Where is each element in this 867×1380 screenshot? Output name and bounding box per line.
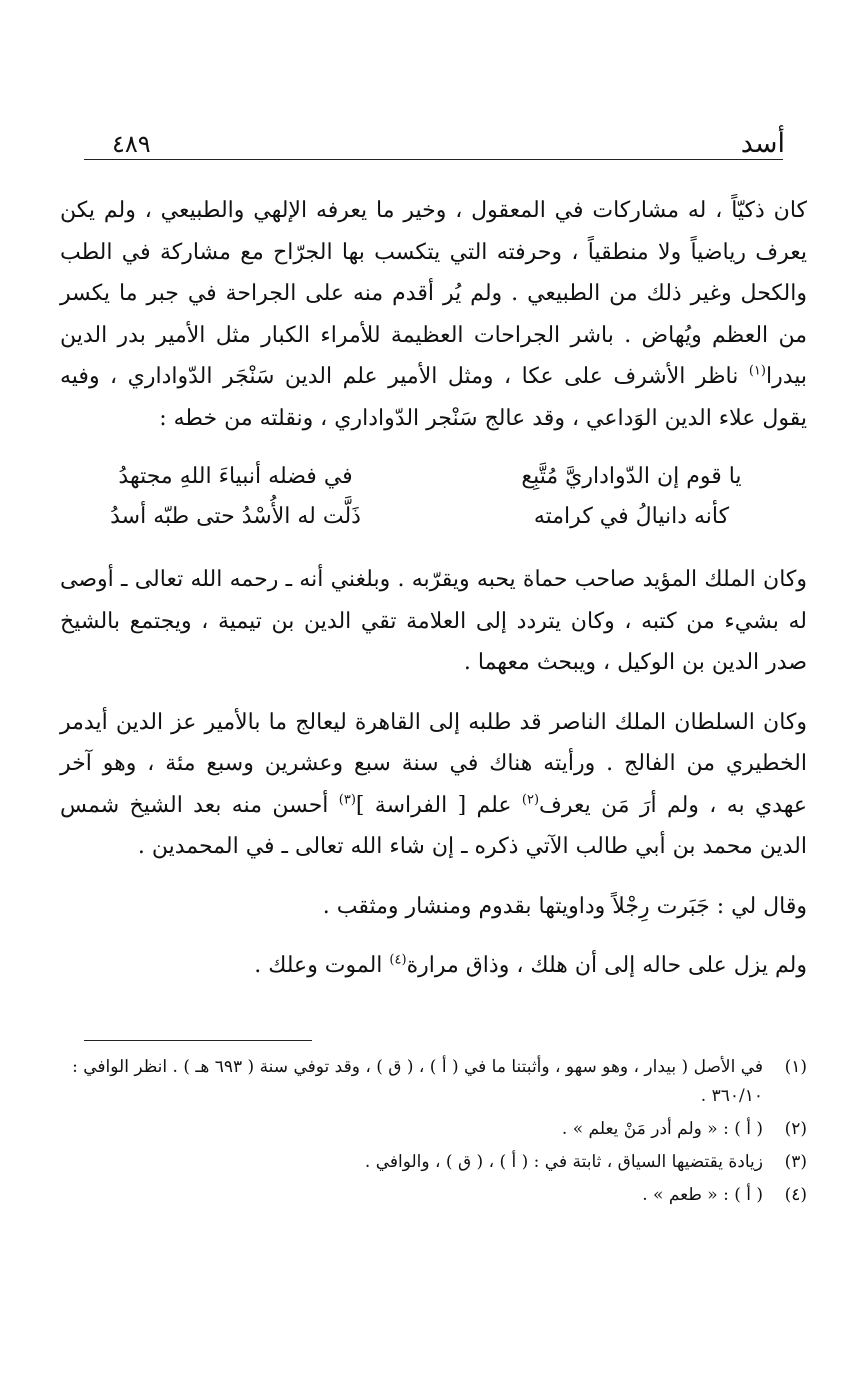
page-number: ٤٨٩ [112, 130, 151, 158]
poem-verse-2 [60, 497, 807, 537]
poem [60, 457, 807, 537]
paragraph-4: وقال لي : جَبَرت رِجْلاً وداويتها بقدوم ومنشار ومثقب . [322, 893, 807, 919]
footnote-text: زيادة يقتضيها السياق ، ثابتة في : ( أ ) ، ( ق ) ، والوافي . [364, 1152, 763, 1172]
poem-verse-1 [60, 457, 807, 497]
footnote-ref-2: (٢) [521, 792, 540, 808]
footnote-ref-3: (٣) [338, 792, 356, 808]
footnote-number: (١) [784, 1057, 807, 1077]
footnote-number: (٢) [784, 1119, 807, 1139]
paragraph-5 [60, 945, 807, 987]
running-header-title: أسد [740, 128, 785, 159]
paragraph-2: وكان الملك المؤيد صاحب حماة يحبه ويقرّبه . وبلغني أنه ـ رحمه الله تعالى ـ أوصى له بشيء من كتبه ، وكان يتردد إلى العلامة تقي الدين بن تيمية ، ويجتمع بالشيخ صدر الدين بن الوكيل ، ويبحث معهما . [60, 567, 807, 675]
footnote-1 [60, 1053, 807, 1111]
footnote-2 [60, 1115, 807, 1144]
footnote-text: ( أ ) : « ولم أدر مَنْ يعلم » . [561, 1119, 763, 1139]
verse-1-second-hemistich: في فضله أنبياءَ اللهِ مجتهدُ [118, 464, 353, 489]
paragraph-5-text-b: الموت وعلك . [254, 953, 390, 978]
footnote-3 [60, 1148, 807, 1177]
main-text [60, 190, 807, 987]
paragraph-5-text-a: ولم يزل على حاله إلى أن هلك ، وذاق مرارة [406, 953, 807, 978]
verse-2-second-hemistich: ذَلَّت له الأُسْدُ حتى طبّه أسدُ [110, 504, 361, 529]
paragraph-1-text-b: ناظر الأشرف على عكا ، ومثل الأمير علم الدين سَنْجَر الدّواداري ، وفيه يقول علاء الدين الوَداعي ، وقد عالج سَنْجر الدّواداري ، ونقلته من خطه : [60, 364, 807, 431]
footnote-4 [60, 1181, 807, 1210]
paragraph-3-text-b: علم [ الفراسة ] [355, 792, 522, 818]
paragraph-3 [60, 702, 807, 868]
footnote-number: (٤) [784, 1185, 807, 1205]
paragraph-1-text-a: كان ذكيّاً ، له مشاركات في المعقول ، وخير ما يعرفه الإلهي والطبيعي ، ولم يكن يعرف رياضياً ولا منطقياً ، وحرفته التي يتكسب بها الجرّاح مع مشاركة في الطب والكحل وغير ذلك من الطبيعي . ولم يُر أقدم منه على الجراحة في جبر ما يكسر من العظم ويُهاض . باشر الجراحات العظيمة للأمراء الكبار مثل الأمير بدر الدين بيدرا [60, 198, 807, 389]
verse-1-first-hemistich: يا قوم إن الدّواداريَّ مُتَّبِع [521, 464, 742, 489]
footnote-text: في الأصل ( بيدار ، وهو سهو ، وأثبتنا ما في ( أ ) ، ( ق ) ، وقد توفي سنة ( ٦٩٣ هـ ) . انظر الوافي : ٣٦٠/١٠ . [72, 1057, 763, 1106]
paragraph-1 [60, 190, 807, 439]
paragraph-3-text-a: وكان السلطان الملك الناصر قد طلبه إلى القاهرة ليعالج ما بالأمير عز الدين أيدمر الخطيري من الفالج . ورأيته هناك في سنة سبع وعشرين وسبع مئة ، وهو آخر عهدي به ، ولم أرَ مَن يعرف [60, 709, 807, 818]
paragraph-3-text-c: أحسن منه بعد الشيخ شمس الدين محمد بن أبي طالب الآتي ذكره ـ إن شاء الله تعالى ـ في المحمدين . [60, 792, 807, 859]
footnote-ref-1: (١) [748, 363, 766, 379]
footnote-ref-4: (٤) [389, 952, 407, 968]
footnote-divider [84, 1040, 312, 1041]
footnote-number: (٣) [784, 1152, 807, 1172]
header-divider [84, 159, 783, 160]
footnote-text: ( أ ) : « طعم » . [642, 1185, 763, 1205]
verse-2-first-hemistich: كأنه دانيالُ في كرامته [533, 504, 730, 529]
footnotes [60, 1053, 807, 1214]
